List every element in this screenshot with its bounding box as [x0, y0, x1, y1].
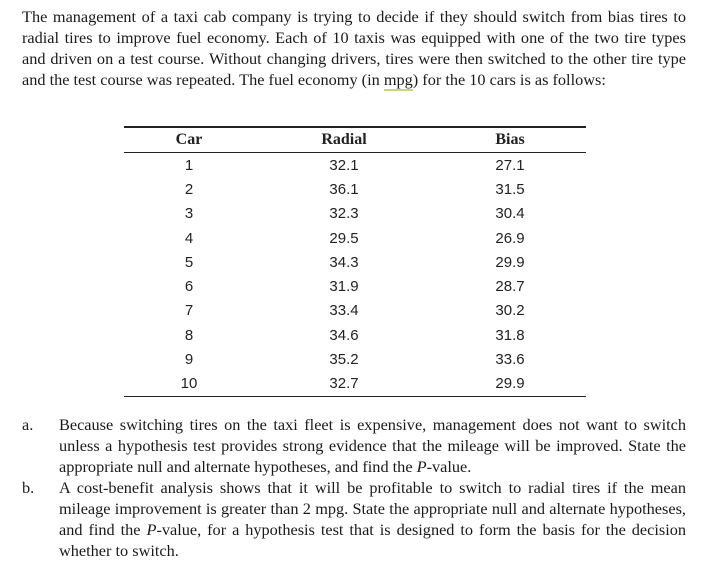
table-row	[124, 153, 586, 178]
cell-bias: 31.8	[495, 326, 525, 344]
table-row	[124, 274, 586, 298]
cell-bias: 30.2	[495, 302, 525, 320]
cell-radial: 32.1	[329, 156, 359, 174]
cell-radial: 33.4	[329, 302, 359, 320]
table-row	[124, 250, 586, 274]
cell-bias: 26.9	[495, 229, 525, 247]
column-header-radial: Radial	[321, 131, 367, 148]
table-row	[124, 323, 586, 347]
cell-radial: 34.6	[329, 326, 359, 344]
intro-text-end: ) for the 10 cars is as follows:	[412, 70, 606, 89]
table-row	[124, 177, 586, 201]
cell-car: 6	[184, 278, 194, 296]
cell-bias: 27.1	[495, 156, 525, 174]
cell-car: 8	[184, 326, 194, 344]
mpg-unit: mpg	[383, 70, 413, 89]
table-row	[124, 347, 586, 371]
column-header-bias: Bias	[495, 131, 525, 148]
question-a	[22, 414, 686, 477]
cell-bias: 29.9	[495, 375, 525, 393]
question-b	[22, 477, 686, 561]
cell-bias: 30.4	[495, 205, 525, 223]
cell-bias: 28.7	[495, 278, 525, 296]
cell-car: 1	[184, 156, 194, 174]
intro-text: The management of a taxi cab company is trying to decide if they should switch from bias tires to radial tires to improve fuel economy. Each of 10 taxis was equipped with one of the two tire types and driven on a test course. Without changing drivers, tires were then switched to the other tire type and the test course was repeated. The fuel economy (in	[22, 7, 686, 89]
table-row	[124, 372, 586, 397]
cell-radial: 32.3	[329, 205, 359, 223]
cell-radial: 29.5	[329, 229, 359, 247]
cell-car: 2	[184, 180, 194, 198]
question-text-part: -value, for a hypothesis test that is designed to form the basis for the decision whether to switch.	[59, 520, 686, 560]
question-text-part: Because switching tires on the taxi fleet is expensive, management does not want to switch unless a hypothesis test provides strong evidence that the mileage will be improved. State the appropriate null and alternate hypotheses, and find the	[59, 415, 686, 476]
fuel-economy-table	[124, 126, 586, 397]
cell-radial: 35.2	[329, 351, 359, 369]
table-row	[124, 299, 586, 323]
p-symbol: P	[416, 457, 427, 476]
cell-car: 5	[184, 253, 194, 271]
problem-intro	[22, 6, 686, 90]
question-label: b.	[22, 478, 35, 497]
question-text-part: A cost-benefit analysis shows that it will be profitable to switch to radial tires if the mean mileage improvement is greater than 2 mpg. State the appropriate null and alternate hypotheses, and find the	[59, 478, 686, 539]
question-label: a.	[22, 415, 34, 434]
question-list	[22, 414, 686, 561]
cell-bias: 31.5	[495, 180, 525, 198]
cell-radial: 34.3	[329, 253, 359, 271]
cell-bias: 33.6	[495, 351, 525, 369]
cell-car: 3	[184, 205, 194, 223]
cell-radial: 32.7	[329, 375, 359, 393]
cell-car: 7	[184, 302, 194, 320]
table-row	[124, 202, 586, 226]
table-row	[124, 226, 586, 250]
cell-bias: 29.9	[495, 253, 525, 271]
cell-car: 4	[184, 229, 194, 247]
cell-car: 9	[184, 351, 194, 369]
p-symbol: P	[146, 520, 157, 539]
question-text	[59, 414, 686, 477]
cell-radial: 31.9	[329, 278, 359, 296]
cell-car: 10	[180, 375, 198, 393]
question-text-part: -value.	[426, 457, 472, 476]
column-header-car: Car	[175, 131, 203, 148]
table-header-row	[124, 127, 586, 153]
question-text	[59, 477, 686, 561]
cell-radial: 36.1	[329, 180, 359, 198]
